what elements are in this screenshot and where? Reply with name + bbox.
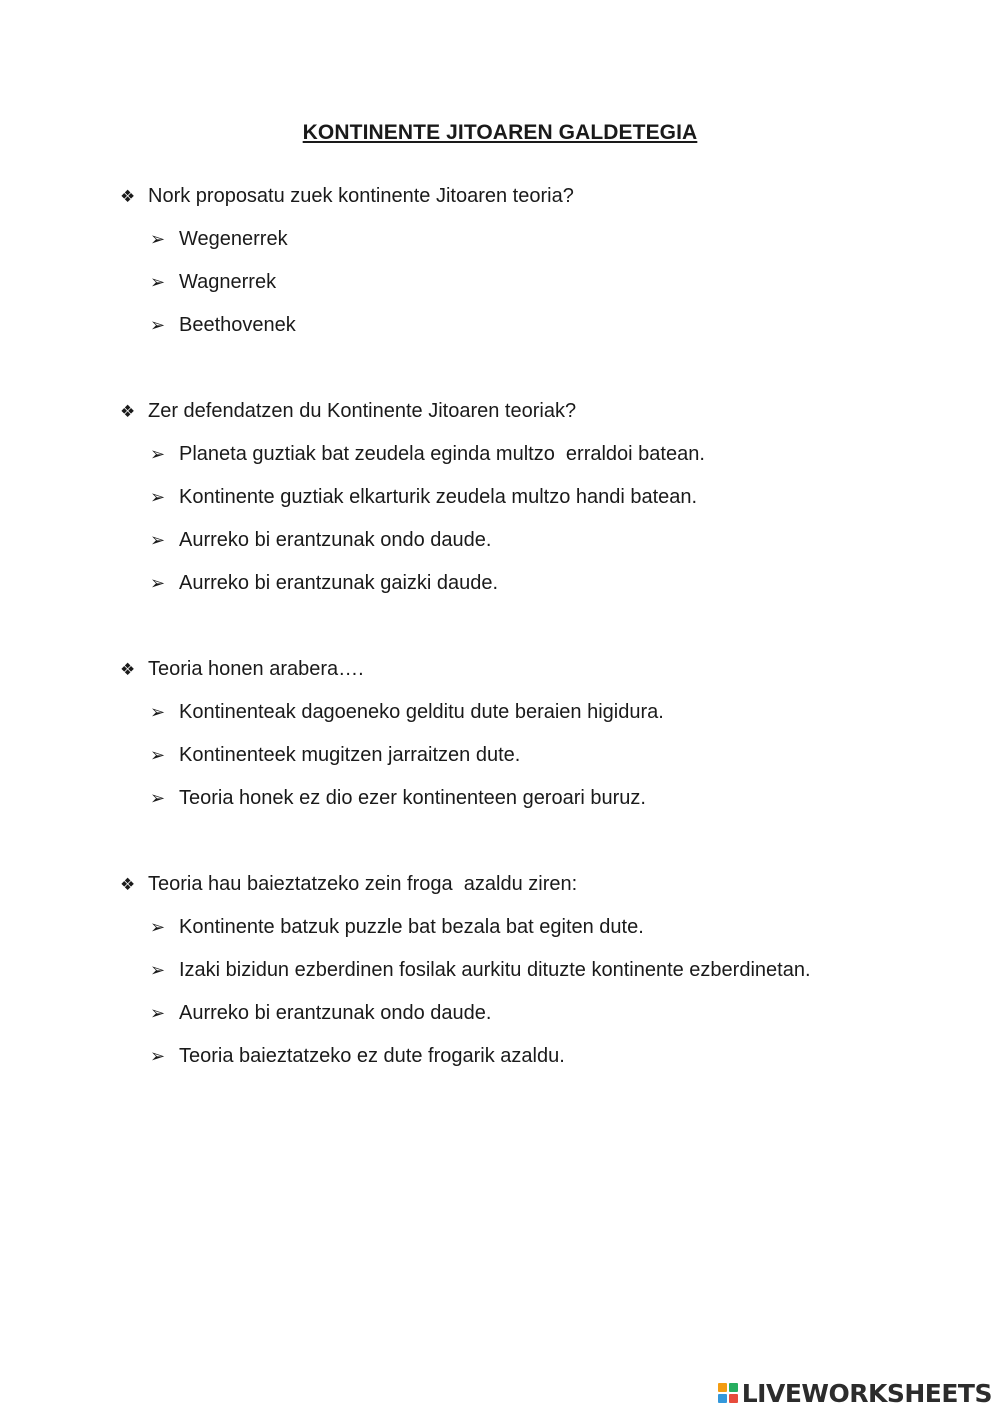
arrow-bullet-icon: ➢	[150, 530, 166, 550]
option-text: Beethovenek	[179, 314, 296, 336]
option-text: Planeta guztiak bat zeudela eginda multzo erraldoi batean.	[179, 443, 705, 465]
answer-option[interactable]	[150, 915, 644, 939]
option-text: Aurreko bi erantzunak ondo daude.	[179, 1002, 492, 1024]
question-3	[120, 657, 364, 682]
arrow-bullet-icon: ➢	[150, 315, 166, 335]
logo-text: LIVEWORKSHEETS	[741, 1378, 992, 1408]
question-text: Teoria hau baieztatzeko zein froga azaldu ziren:	[148, 873, 578, 895]
arrow-bullet-icon: ➢	[150, 917, 166, 937]
answer-option[interactable]	[150, 958, 811, 982]
arrow-bullet-icon: ➢	[150, 702, 166, 722]
logo-square-orange	[718, 1383, 727, 1392]
answer-option[interactable]	[150, 571, 498, 595]
answer-option[interactable]	[150, 270, 276, 294]
diamond-bullet-icon: ❖	[120, 187, 136, 206]
option-text: Wagnerrek	[179, 271, 277, 293]
arrow-bullet-icon: ➢	[150, 1046, 166, 1066]
arrow-bullet-icon: ➢	[150, 745, 166, 765]
question-2	[120, 399, 576, 424]
arrow-bullet-icon: ➢	[150, 788, 166, 808]
question-text: Nork proposatu zuek kontinente Jitoaren teoria?	[148, 185, 574, 207]
answer-option[interactable]	[150, 743, 520, 767]
worksheet-title: KONTINENTE JITOAREN GALDETEGIA	[302, 121, 698, 144]
answer-option[interactable]	[150, 786, 646, 810]
option-text: Kontinenteak dagoeneko gelditu dute beraien higidura.	[179, 701, 664, 723]
diamond-bullet-icon: ❖	[120, 402, 136, 421]
arrow-bullet-icon: ➢	[150, 1003, 166, 1023]
arrow-bullet-icon: ➢	[150, 573, 166, 593]
answer-option[interactable]	[150, 528, 491, 552]
option-text: Kontinenteek mugitzen jarraitzen dute.	[179, 744, 521, 766]
answer-option[interactable]	[150, 1001, 491, 1025]
answer-option[interactable]	[150, 1044, 565, 1068]
option-text: Teoria baieztatzeko ez dute frogarik azaldu.	[179, 1045, 565, 1067]
arrow-bullet-icon: ➢	[150, 272, 166, 292]
diamond-bullet-icon: ❖	[120, 660, 136, 679]
arrow-bullet-icon: ➢	[150, 960, 166, 980]
logo-square-green	[729, 1383, 738, 1392]
question-text: Zer defendatzen du Kontinente Jitoaren teoriak?	[148, 400, 577, 422]
arrow-bullet-icon: ➢	[150, 229, 166, 249]
option-text: Aurreko bi erantzunak gaizki daude.	[179, 572, 499, 594]
question-4	[120, 872, 577, 897]
answer-option[interactable]	[150, 442, 705, 466]
question-1	[120, 184, 574, 209]
liveworksheets-logo	[718, 1379, 992, 1407]
option-text: Kontinente batzuk puzzle bat bezala bat egiten dute.	[179, 916, 644, 938]
liveworksheets-logo-icon	[718, 1383, 738, 1403]
option-text: Kontinente guztiak elkarturik zeudela multzo handi batean.	[179, 486, 698, 508]
logo-square-red	[729, 1394, 738, 1403]
arrow-bullet-icon: ➢	[150, 487, 166, 507]
diamond-bullet-icon: ❖	[120, 875, 136, 894]
answer-option[interactable]	[150, 485, 697, 509]
option-text: Teoria honek ez dio ezer kontinenteen geroari buruz.	[179, 787, 646, 809]
option-text: Wegenerrek	[179, 228, 288, 250]
question-text: Teoria honen arabera….	[148, 658, 364, 680]
arrow-bullet-icon: ➢	[150, 444, 166, 464]
logo-square-blue	[718, 1394, 727, 1403]
option-text: Aurreko bi erantzunak ondo daude.	[179, 529, 492, 551]
option-text: Izaki bizidun ezberdinen fosilak aurkitu dituzte kontinente ezberdinetan.	[179, 959, 811, 981]
answer-option[interactable]	[150, 700, 664, 724]
answer-option[interactable]	[150, 313, 296, 337]
answer-option[interactable]	[150, 227, 288, 251]
